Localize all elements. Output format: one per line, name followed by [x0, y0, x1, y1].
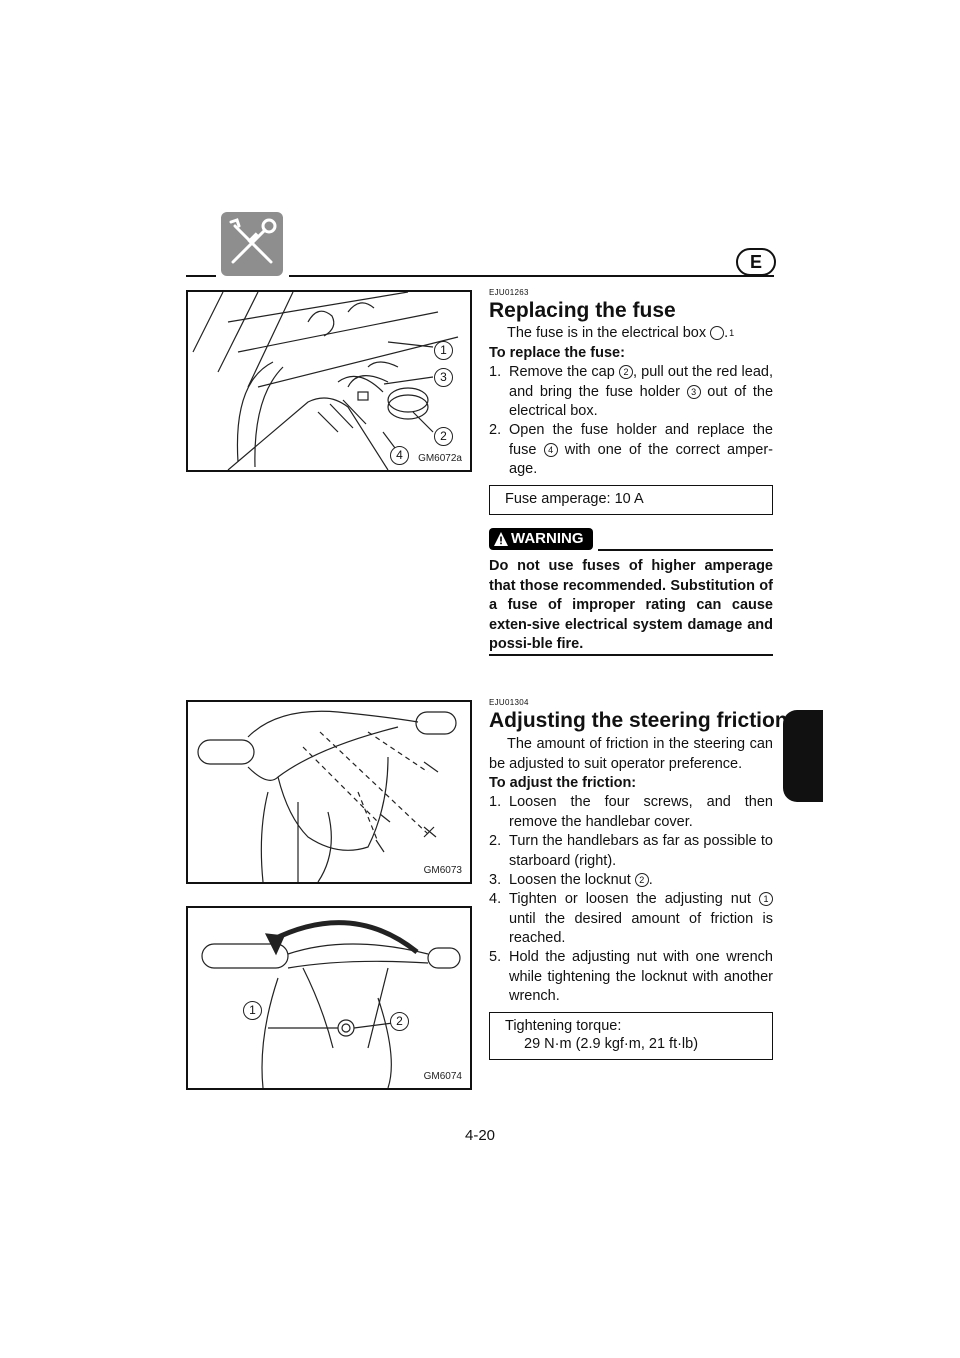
subheading: To adjust the friction: — [489, 775, 637, 791]
figure-code: GM6073 — [423, 865, 462, 876]
section-title: Adjusting the steering friction — [489, 709, 788, 732]
warning-triangle-icon — [493, 531, 509, 547]
step-number: 2. — [489, 422, 502, 438]
ref-number: 3 — [687, 385, 701, 399]
warning-label: WARNING — [511, 530, 584, 547]
step-text — [509, 363, 773, 422]
page-number: 4-20 — [464, 1127, 496, 1144]
warning-badge — [489, 528, 593, 550]
step-text: Loosen the four screws, and then remove the handlebar cover. — [509, 794, 773, 830]
tools-icon — [221, 212, 283, 276]
step-number: 5. — [489, 949, 502, 965]
spec-box — [489, 485, 773, 515]
callout-1: 1 — [243, 1001, 262, 1020]
callout-2: 2 — [434, 427, 453, 446]
step-text: Turn the handlebars as far as possible to starboard (right). — [509, 833, 773, 869]
step-text-part: Open the fuse holder and replace the fuse — [509, 422, 773, 458]
step — [489, 832, 773, 871]
step — [489, 793, 773, 832]
step-text-part: Tighten or loosen the adjusting nut — [509, 891, 751, 907]
section-title: Replacing the fuse — [489, 299, 676, 322]
spec-text: Fuse amperage: 10 A — [505, 491, 644, 507]
spec-label: Tightening torque: — [505, 1018, 622, 1034]
spec-box — [489, 1012, 773, 1060]
handlebar-cover-illustration — [188, 702, 470, 882]
step — [489, 948, 773, 1008]
figure-code: GM6074 — [423, 1071, 462, 1082]
step-text: Loosen the locknut 2 . — [509, 872, 653, 888]
figure-adjusting-nut — [186, 906, 472, 1090]
step-text-part: out of the electrical box. — [509, 383, 774, 419]
wrench-screwdriver-icon — [221, 212, 283, 276]
step-text: Hold the adjusting nut with one wrench while tightening the locknut with another wrench. — [509, 949, 773, 1004]
callout-4: 4 — [390, 446, 409, 465]
intro-text: The fuse is in the electrical box — [507, 325, 707, 341]
language-badge: E — [736, 248, 776, 276]
step-text — [509, 421, 773, 480]
ref-number: 4 — [544, 443, 558, 457]
paragraph: The amount of friction in the steering can be adjusted to suit operator preference. — [489, 736, 773, 772]
step-number: 4. — [489, 891, 502, 907]
step-text — [509, 890, 773, 949]
warning-rule — [598, 549, 773, 551]
ref-number: 1 — [710, 326, 724, 340]
ref-number: 2 — [635, 873, 649, 887]
warning-rule — [489, 654, 773, 656]
ref-number: 2 — [619, 365, 633, 379]
warning-text: Do not use fuses of higher amperage that those recommended. Substitution of a fuse of improper rating can cause exten-sive electrical system damage and possi-ble fire. — [489, 558, 773, 652]
callout-3: 3 — [434, 368, 453, 387]
figure-code: GM6072a — [418, 453, 462, 464]
callout-2: 2 — [390, 1012, 409, 1031]
section-code: EJU01263 — [489, 288, 529, 297]
step-text-part: , pull out the red lead, and bring the fuse holder — [509, 364, 773, 400]
step-number: 1. — [489, 364, 502, 380]
step-text-part: with one of the correct amper-age. — [509, 441, 773, 477]
ref-number: 1 — [759, 892, 773, 906]
step — [489, 871, 773, 891]
adjusting-nut-illustration — [188, 908, 470, 1088]
subheading: To replace the fuse: — [489, 345, 625, 361]
header-rule — [186, 275, 216, 277]
callout-1: 1 — [434, 341, 453, 360]
step-text-part: until the desired amount of friction is reached. — [509, 910, 773, 946]
spec-value: 29 N·m (2.9 kgf·m, 21 ft·lb) — [524, 1036, 699, 1052]
header-rule — [289, 275, 774, 277]
step-text-part: Loosen the locknut — [509, 872, 631, 888]
section-code: EJU01304 — [489, 698, 529, 707]
figure-handlebar-cover — [186, 700, 472, 884]
step-number: 1. — [489, 794, 502, 810]
step-text-part: Remove the cap — [509, 364, 615, 380]
figure-fuse — [186, 290, 472, 472]
fuse-illustration — [188, 292, 470, 470]
paragraph: The fuse is in the electrical box 1. — [507, 325, 735, 341]
step — [489, 890, 773, 950]
step — [489, 421, 773, 481]
chapter-tab — [783, 710, 823, 802]
step-number: 3. — [489, 872, 502, 888]
step-number: 2. — [489, 833, 502, 849]
